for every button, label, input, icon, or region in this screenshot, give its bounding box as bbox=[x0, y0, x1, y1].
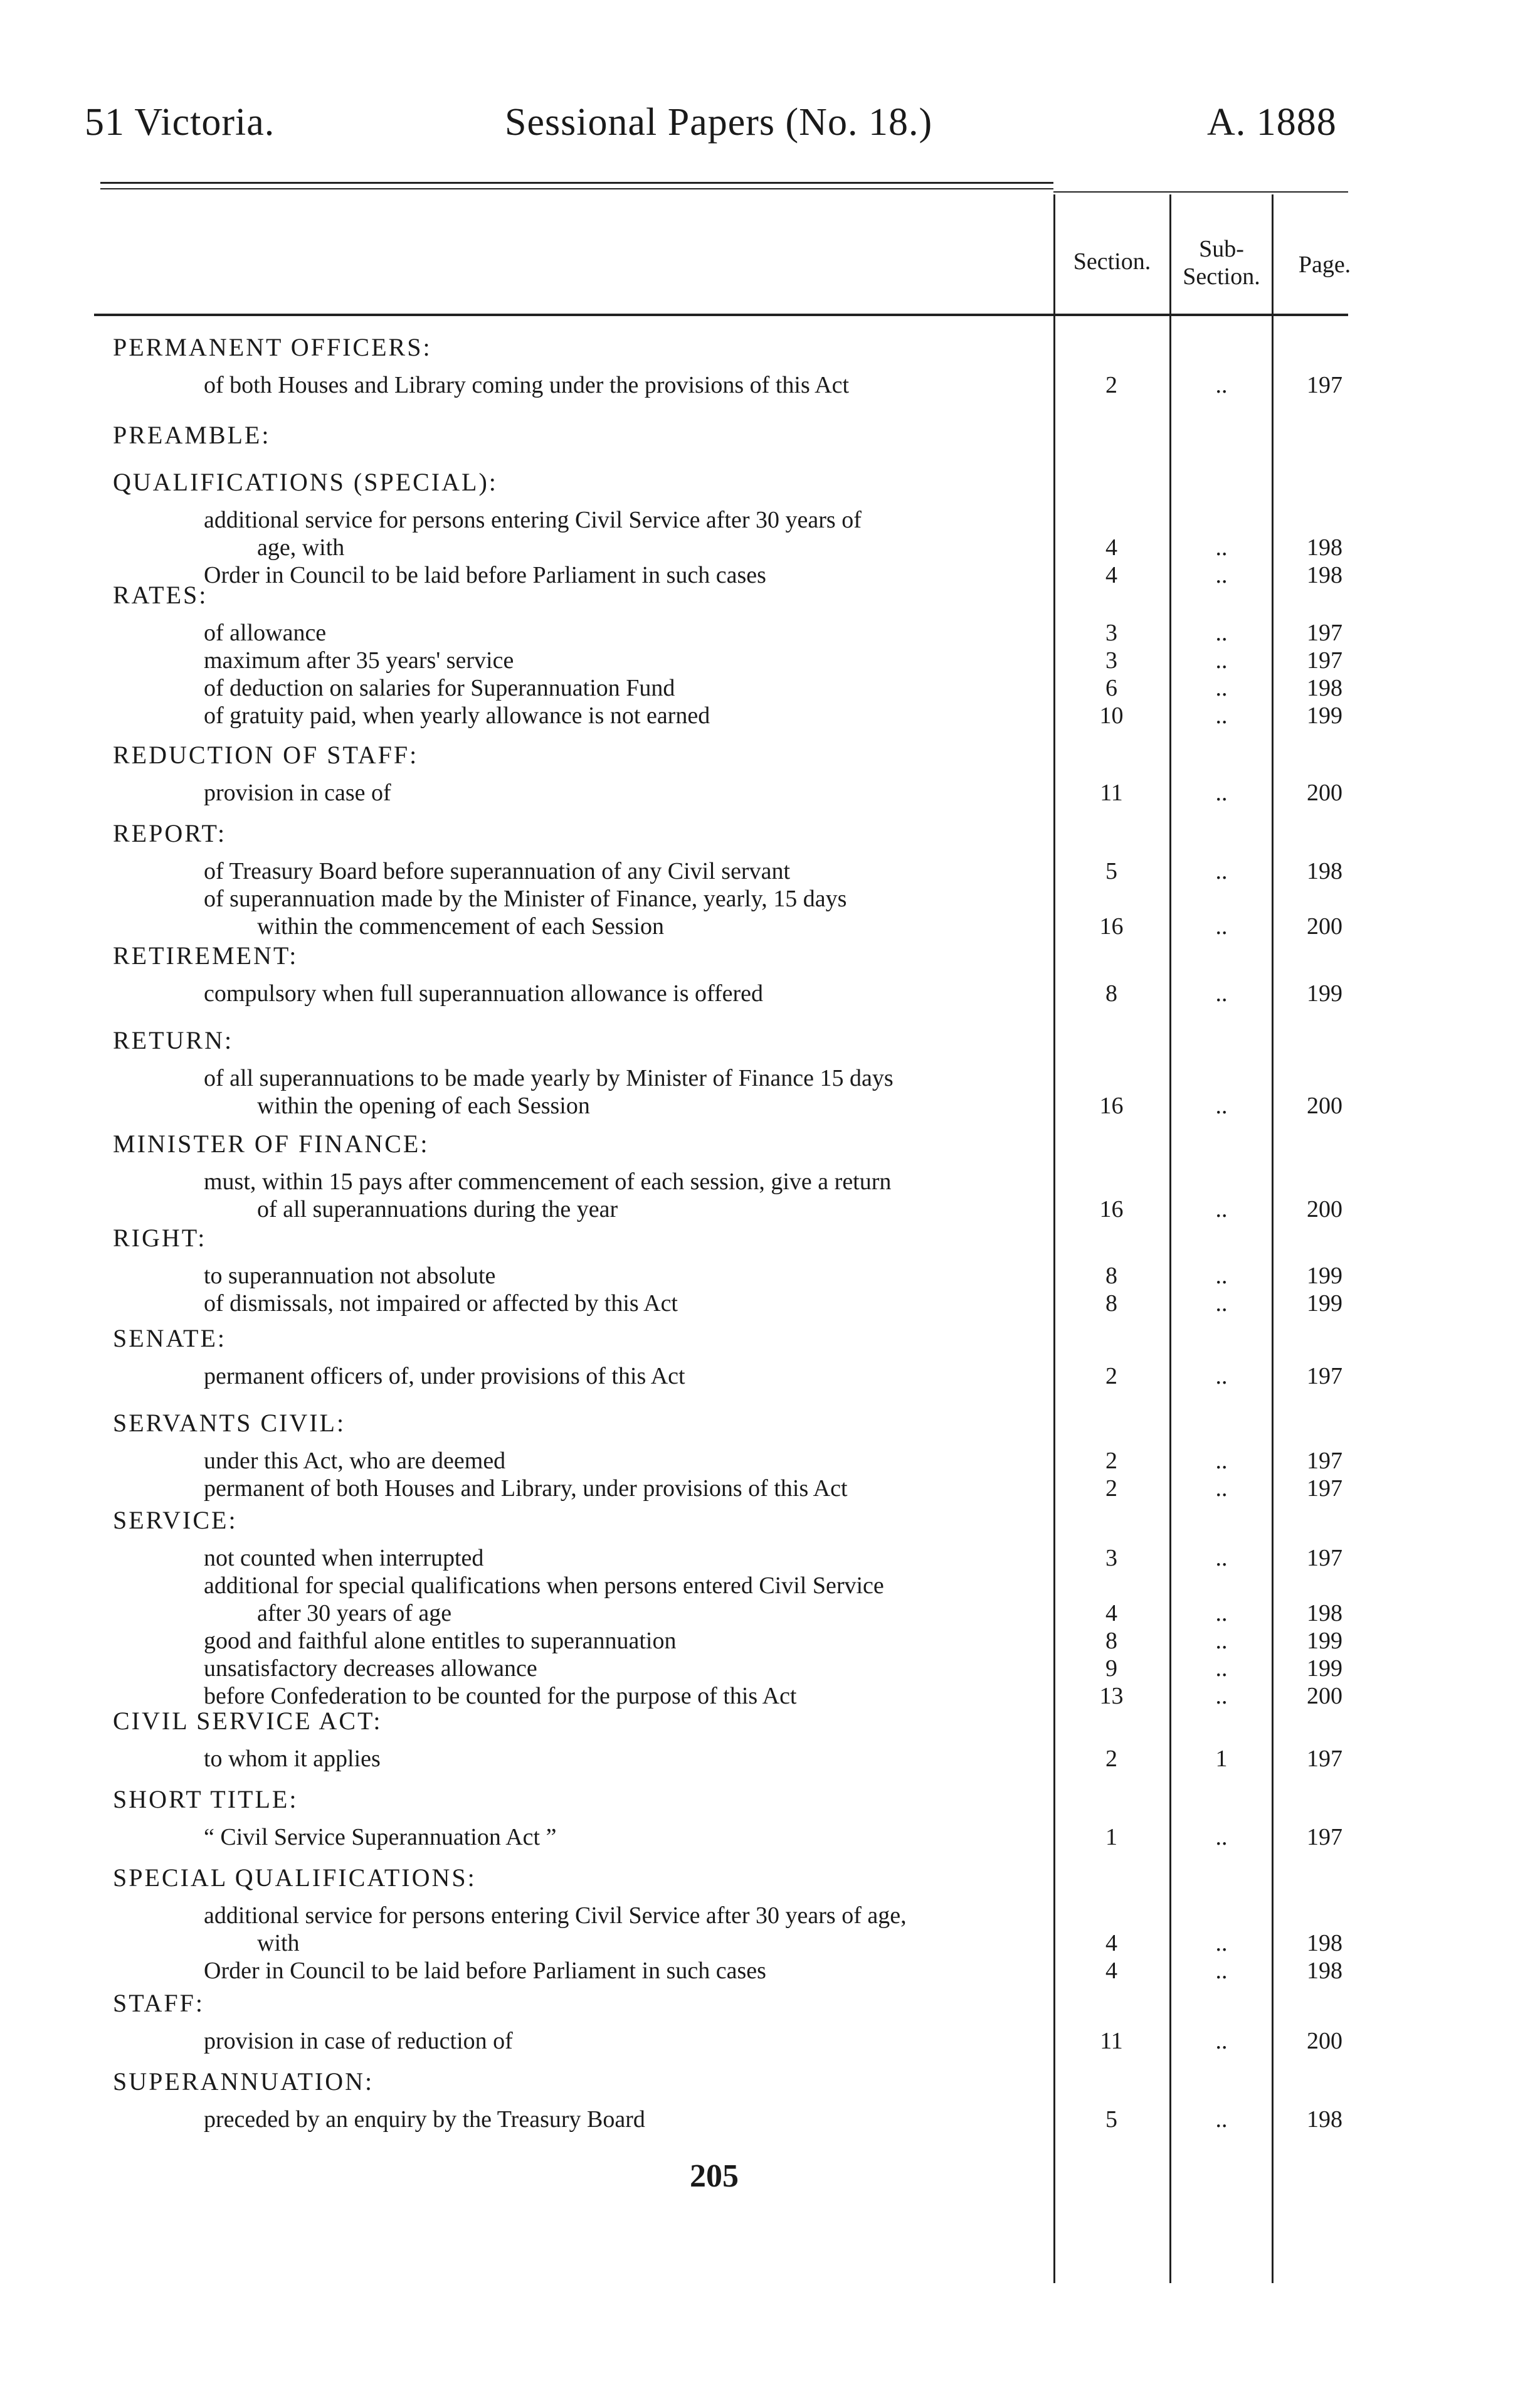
entry-description bbox=[204, 885, 1048, 913]
column-header-subsection-line2: Section. bbox=[1183, 263, 1260, 290]
page-reference: 200 bbox=[1307, 780, 1342, 806]
entry-description bbox=[204, 1544, 1048, 1572]
entry-description-text: provision in case of bbox=[204, 780, 395, 806]
section-number: 13 bbox=[1099, 1683, 1124, 1709]
section-number: 4 bbox=[1105, 1958, 1117, 1984]
entry-heading: MINISTER OF FINANCE: bbox=[113, 1130, 430, 1158]
subsection-number: .. bbox=[1215, 1545, 1228, 1571]
page-reference: 197 bbox=[1307, 1363, 1342, 1389]
subsection-number: .. bbox=[1215, 1093, 1228, 1119]
page-reference: 197 bbox=[1307, 1545, 1342, 1571]
entry-description-text: within the commencement of each Session bbox=[257, 913, 668, 940]
entry-description-text: to superannuation not absolute bbox=[204, 1263, 499, 1289]
subsection-number: .. bbox=[1215, 1600, 1228, 1626]
entry-description-text: of Treasury Board before superannuation of any Civil servant bbox=[204, 858, 794, 884]
entry-description-text: of superannuation made by the Minister of Finance, yearly, 15 days bbox=[204, 886, 850, 912]
entry-heading: SPECIAL QUALIFICATIONS: bbox=[113, 1863, 477, 1892]
entry-description bbox=[204, 1447, 1048, 1475]
entry-description-text: within the opening of each Session bbox=[257, 1093, 594, 1119]
section-number: 2 bbox=[1105, 1746, 1117, 1772]
entry-heading: RATES: bbox=[113, 581, 208, 609]
entry-description bbox=[204, 1655, 1048, 1682]
section-number: 4 bbox=[1105, 1600, 1117, 1626]
page-reference: 198 bbox=[1307, 2106, 1342, 2133]
entry-description-text: preceded by an enquiry by the Treasury Board bbox=[204, 2106, 649, 2133]
entry-description bbox=[204, 2106, 1048, 2133]
section-number: 2 bbox=[1105, 1475, 1117, 1502]
entry-description-text: maximum after 35 years' service bbox=[204, 647, 517, 674]
entry-heading: SENATE: bbox=[113, 1324, 226, 1352]
subsection-number: .. bbox=[1215, 1930, 1228, 1956]
entry-description bbox=[204, 647, 1048, 674]
entry-description bbox=[204, 1823, 1048, 1851]
page-reference: 198 bbox=[1307, 1958, 1342, 1984]
page-reference: 198 bbox=[1307, 1600, 1342, 1626]
section-number: 8 bbox=[1105, 1263, 1117, 1289]
entry-description-text: compulsory when full superannuation allowance is offered bbox=[204, 980, 767, 1007]
entry-heading: REPORT: bbox=[113, 819, 227, 847]
subsection-number: .. bbox=[1215, 1958, 1228, 1984]
entry-heading: CIVIL SERVICE ACT: bbox=[113, 1707, 382, 1735]
entry-heading: SUPERANNUATION: bbox=[113, 2067, 374, 2096]
section-number: 9 bbox=[1105, 1655, 1117, 1682]
entry-heading: RIGHT: bbox=[113, 1224, 207, 1252]
subsection-number: 1 bbox=[1215, 1746, 1228, 1772]
entry-description-text: provision in case of reduction of bbox=[204, 2028, 517, 2054]
entry-description bbox=[204, 619, 1048, 647]
page-reference: 200 bbox=[1307, 2028, 1342, 2054]
page-reference: 199 bbox=[1307, 702, 1342, 729]
section-number: 5 bbox=[1105, 2106, 1117, 2133]
section-number: 8 bbox=[1105, 1290, 1117, 1317]
section-number: 16 bbox=[1099, 1093, 1124, 1119]
page-reference: 200 bbox=[1307, 1683, 1342, 1709]
entry-heading: SERVANTS CIVIL: bbox=[113, 1409, 346, 1437]
entry-heading: PREAMBLE: bbox=[113, 421, 271, 449]
subsection-number: .. bbox=[1215, 2106, 1228, 2133]
subsection-number: .. bbox=[1215, 1448, 1228, 1474]
entry-description-text: to whom it applies bbox=[204, 1746, 384, 1772]
page-reference: 199 bbox=[1307, 1290, 1342, 1317]
entry-description bbox=[257, 534, 1048, 561]
subsection-number: .. bbox=[1215, 1196, 1228, 1222]
entry-description bbox=[204, 1475, 1048, 1502]
entry-description bbox=[204, 1902, 1048, 1929]
subsection-number: .. bbox=[1215, 1628, 1228, 1654]
entry-heading: PERMANENT OFFICERS: bbox=[113, 333, 432, 361]
entry-description-text: must, within 15 pays after commencement of each session, give a return bbox=[204, 1169, 895, 1195]
entry-description-text: of all superannuations during the year bbox=[257, 1196, 621, 1222]
entry-description-text: with bbox=[257, 1930, 303, 1956]
entry-heading: SERVICE: bbox=[113, 1506, 238, 1534]
page-reference: 200 bbox=[1307, 1196, 1342, 1222]
entry-heading: REDUCTION OF STAFF: bbox=[113, 741, 419, 769]
entry-heading: RETIREMENT: bbox=[113, 941, 298, 970]
page-reference: 197 bbox=[1307, 620, 1342, 646]
page-reference: 198 bbox=[1307, 1930, 1342, 1956]
entry-description-text: Order in Council to be laid before Parliament in such cases bbox=[204, 562, 770, 588]
entry-description bbox=[204, 674, 1048, 702]
entry-description-text: not counted when interrupted bbox=[204, 1545, 487, 1571]
entry-description-text: Order in Council to be laid before Parliament in such cases bbox=[204, 1958, 770, 1984]
header-title: Sessional Papers (No. 18.) bbox=[505, 101, 933, 144]
section-number: 3 bbox=[1105, 647, 1117, 674]
header-left: 51 Victoria. bbox=[85, 101, 275, 144]
entry-description bbox=[204, 561, 1048, 589]
column-header-page: Page. bbox=[1298, 252, 1351, 278]
entry-description-text: additional for special qualifications when persons entered Civil Service bbox=[204, 1572, 888, 1599]
page-reference: 199 bbox=[1307, 1263, 1342, 1289]
entry-description bbox=[204, 506, 1048, 534]
header-right: A. 1888 bbox=[1207, 101, 1337, 144]
entry-heading: QUALIFICATIONS (SPECIAL): bbox=[113, 468, 498, 496]
entry-description bbox=[257, 1929, 1048, 1957]
section-number: 2 bbox=[1105, 372, 1117, 398]
entry-description bbox=[204, 1168, 1048, 1196]
section-number: 8 bbox=[1105, 980, 1117, 1007]
section-number: 2 bbox=[1105, 1448, 1117, 1474]
entry-heading: RETURN: bbox=[113, 1026, 234, 1054]
entry-description-text: before Confederation to be counted for the purpose of this Act bbox=[204, 1683, 801, 1709]
subsection-number: .. bbox=[1215, 562, 1228, 588]
section-number: 4 bbox=[1105, 534, 1117, 561]
section-number: 4 bbox=[1105, 562, 1117, 588]
section-number: 4 bbox=[1105, 1930, 1117, 1956]
section-number: 5 bbox=[1105, 858, 1117, 884]
entry-description-text: of allowance bbox=[204, 620, 330, 646]
entry-description-text: permanent officers of, under provisions of this Act bbox=[204, 1363, 689, 1389]
entry-description-text: of gratuity paid, when yearly allowance is not earned bbox=[204, 702, 714, 729]
entry-description bbox=[257, 1599, 1048, 1627]
page-reference: 197 bbox=[1307, 647, 1342, 674]
entry-description bbox=[204, 2027, 1048, 2055]
entry-description bbox=[204, 980, 1048, 1007]
entry-description-text: after 30 years of age bbox=[257, 1600, 455, 1626]
entry-description-text: of deduction on salaries for Superannuation Fund bbox=[204, 675, 678, 701]
section-number: 3 bbox=[1105, 620, 1117, 646]
entry-description-text: additional service for persons entering Civil Service after 30 years of bbox=[204, 507, 865, 533]
subsection-number: .. bbox=[1215, 620, 1228, 646]
entry-description-text: of both Houses and Library coming under the provisions of this Act bbox=[204, 372, 853, 398]
entry-description-text: of dismissals, not impaired or affected by this Act bbox=[204, 1290, 682, 1317]
page-reference: 198 bbox=[1307, 562, 1342, 588]
subsection-number: .. bbox=[1215, 1683, 1228, 1709]
page-reference: 200 bbox=[1307, 1093, 1342, 1119]
entry-description bbox=[204, 702, 1048, 729]
entry-description bbox=[204, 1572, 1048, 1599]
entry-description bbox=[204, 1745, 1048, 1773]
subsection-number: .. bbox=[1215, 913, 1228, 940]
page-reference: 198 bbox=[1307, 858, 1342, 884]
subsection-number: .. bbox=[1215, 980, 1228, 1007]
entry-description-text: of all superannuations to be made yearly by Minister of Finance 15 days bbox=[204, 1065, 897, 1091]
page-number: 205 bbox=[690, 2158, 739, 2194]
entry-description bbox=[204, 779, 1048, 807]
subsection-number: .. bbox=[1215, 1263, 1228, 1289]
entry-description-text: permanent of both Houses and Library, under provisions of this Act bbox=[204, 1475, 852, 1502]
entry-description bbox=[204, 1064, 1048, 1092]
entry-description bbox=[257, 913, 1048, 940]
entry-description-text: good and faithful alone entitles to superannuation bbox=[204, 1628, 680, 1654]
subsection-number: .. bbox=[1215, 534, 1228, 561]
subsection-number: .. bbox=[1215, 702, 1228, 729]
subsection-number: .. bbox=[1215, 675, 1228, 701]
entry-description bbox=[204, 857, 1048, 885]
section-number: 11 bbox=[1100, 780, 1123, 806]
subsection-number: .. bbox=[1215, 1655, 1228, 1682]
entry-description bbox=[204, 1290, 1048, 1317]
entry-heading: STAFF: bbox=[113, 1989, 204, 2017]
subsection-number: .. bbox=[1215, 1290, 1228, 1317]
page-reference: 199 bbox=[1307, 980, 1342, 1007]
entry-description-text: age, with bbox=[257, 534, 348, 561]
subsection-number: .. bbox=[1215, 780, 1228, 806]
page-reference: 199 bbox=[1307, 1628, 1342, 1654]
subsection-number: .. bbox=[1215, 1363, 1228, 1389]
entry-description bbox=[257, 1196, 1048, 1223]
entry-description bbox=[257, 1092, 1048, 1120]
subsection-number: .. bbox=[1215, 1475, 1228, 1502]
section-number: 8 bbox=[1105, 1628, 1117, 1654]
entry-description bbox=[204, 1627, 1048, 1655]
entry-description-text: unsatisfactory decreases allowance bbox=[204, 1655, 541, 1682]
page-reference: 199 bbox=[1307, 1655, 1342, 1682]
subsection-number: .. bbox=[1215, 2028, 1228, 2054]
page-reference: 200 bbox=[1307, 913, 1342, 940]
page-reference: 197 bbox=[1307, 1475, 1342, 1502]
section-number: 16 bbox=[1099, 1196, 1124, 1222]
entry-description-text: additional service for persons entering Civil Service after 30 years of age, bbox=[204, 1902, 910, 1929]
section-number: 2 bbox=[1105, 1363, 1117, 1389]
column-header-section: Section. bbox=[1073, 248, 1151, 275]
subsection-number: .. bbox=[1215, 372, 1228, 398]
page-reference: 197 bbox=[1307, 372, 1342, 398]
entry-description-text: under this Act, who are deemed bbox=[204, 1448, 509, 1474]
entry-heading: SHORT TITLE: bbox=[113, 1785, 298, 1813]
page-reference: 198 bbox=[1307, 534, 1342, 561]
column-header-subsection-line1: Sub- bbox=[1199, 236, 1244, 262]
page-reference: 198 bbox=[1307, 675, 1342, 701]
page-reference: 197 bbox=[1307, 1746, 1342, 1772]
entry-description bbox=[204, 1362, 1048, 1390]
entry-description bbox=[204, 1957, 1048, 1985]
section-number: 11 bbox=[1100, 2028, 1123, 2054]
entry-description-text: “ Civil Service Superannuation Act ” bbox=[204, 1824, 560, 1850]
subsection-number: .. bbox=[1215, 647, 1228, 674]
entry-description bbox=[204, 1262, 1048, 1290]
section-number: 3 bbox=[1105, 1545, 1117, 1571]
subsection-number: .. bbox=[1215, 858, 1228, 884]
subsection-number: .. bbox=[1215, 1824, 1228, 1850]
page-reference: 197 bbox=[1307, 1824, 1342, 1850]
section-number: 10 bbox=[1099, 702, 1124, 729]
section-number: 16 bbox=[1099, 913, 1124, 940]
section-number: 6 bbox=[1105, 675, 1117, 701]
section-number: 1 bbox=[1105, 1824, 1117, 1850]
page-reference: 197 bbox=[1307, 1448, 1342, 1474]
entry-description bbox=[204, 371, 1048, 399]
